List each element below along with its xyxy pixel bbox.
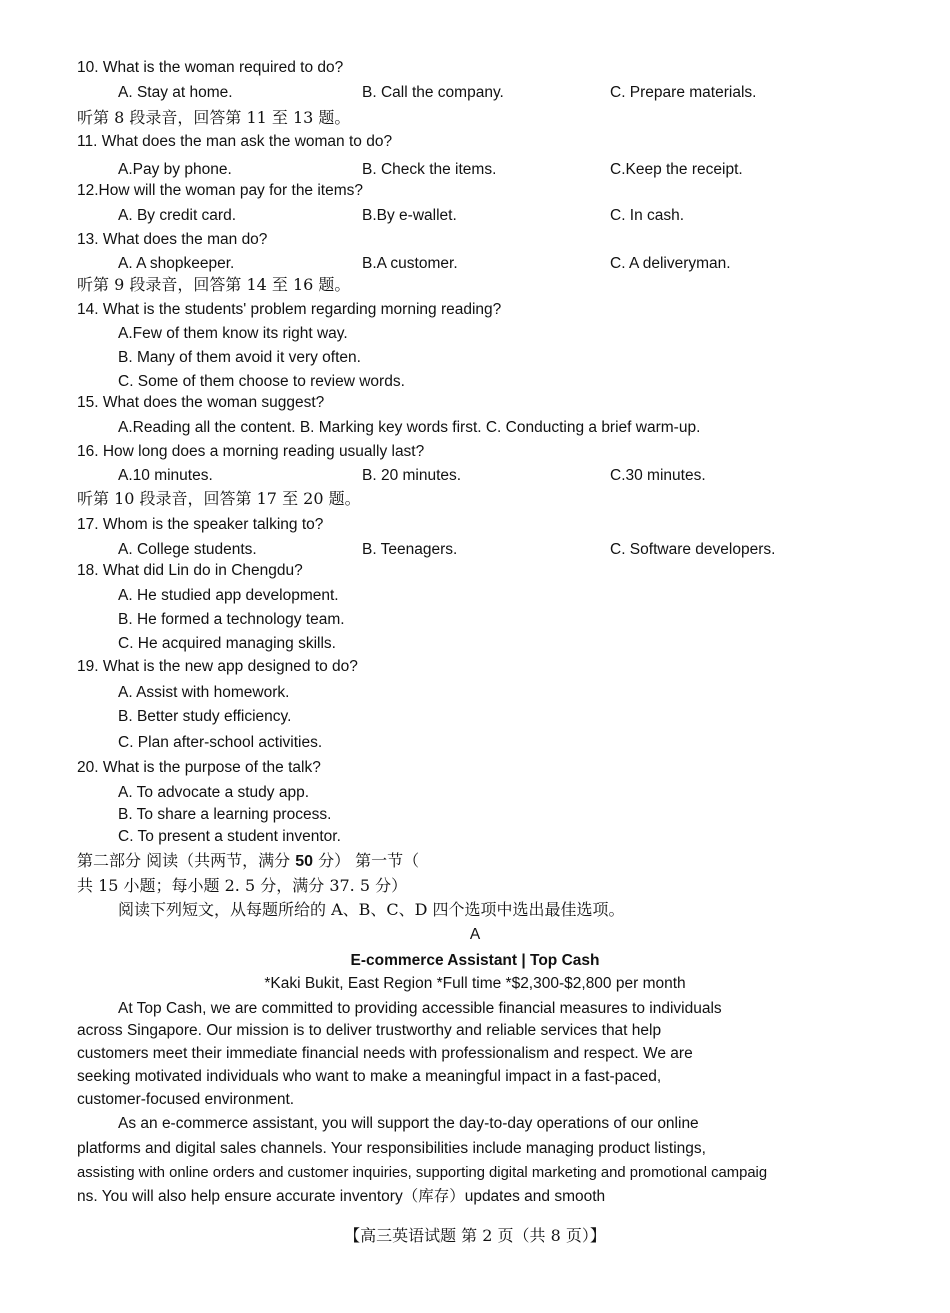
question-13-option-a: A. A shopkeeper. (118, 255, 235, 272)
question-10-stem: 10. What is the woman required to do? (77, 59, 344, 76)
question-20-option-a: A. To advocate a study app. (118, 784, 310, 801)
question-20-option-c: C. To present a student inventor. (118, 828, 341, 845)
page-footer: 【高三英语试题 第 2 页（共 8 页）】 (344, 1226, 606, 1245)
question-14-stem: 14. What is the students' problem regarding morning reading? (77, 301, 502, 318)
question-17-option-b: B. Teenagers. (362, 541, 458, 558)
passage-paragraph-1-line: customers meet their immediate financial needs with professionalism and respect. We are (77, 1045, 693, 1062)
part-2-heading-pre: 第二部分 阅读（共两节，满分 (77, 851, 296, 870)
question-18-option-c: C. He acquired managing skills. (118, 635, 336, 652)
question-16-option-a: A.10 minutes. (118, 467, 213, 484)
question-12-option-a: A. By credit card. (118, 207, 237, 224)
question-11-option-c: C.Keep the receipt. (610, 161, 743, 178)
question-11-option-b: B. Check the items. (362, 161, 497, 178)
question-17-stem: 17. Whom is the speaker talking to? (77, 516, 324, 533)
question-13-option-c: C. A deliveryman. (610, 255, 731, 272)
question-19-option-b: B. Better study efficiency. (118, 708, 292, 725)
part-2-instruction: 阅读下列短文，从每题所给的 A、B、C、D 四个选项中选出最佳选项。 (118, 900, 625, 919)
part-2-total-score: 50 (295, 853, 313, 870)
question-18-option-b: B. He formed a technology team. (118, 611, 345, 628)
question-13-option-b: B.A customer. (362, 255, 458, 272)
section-9-instruction: 听第 9 段录音，回答第 14 至 16 题。 (77, 275, 351, 294)
question-10-option-a: A. Stay at home. (118, 84, 233, 101)
section-8-instruction: 听第 8 段录音，回答第 11 至 13 题。 (77, 108, 351, 127)
question-14-option-b: B. Many of them avoid it very often. (118, 349, 361, 366)
question-15-stem: 15. What does the woman suggest? (77, 394, 325, 411)
part-2-section-1-heading: 共 15 小题；每小题 2. 5 分，满分 37. 5 分） (77, 876, 408, 895)
question-14-option-c: C. Some of them choose to review words. (118, 373, 405, 390)
passage-title: E-commerce Assistant | Top Cash (350, 952, 600, 969)
passage-paragraph-1-line: across Singapore. Our mission is to deliver trustworthy and reliable services that help (77, 1022, 662, 1039)
passage-paragraph-2-line: platforms and digital sales channels. Your responsibilities include managing product listings, (77, 1140, 706, 1157)
question-19-stem: 19. What is the new app designed to do? (77, 658, 358, 675)
question-17-option-a: A. College students. (118, 541, 257, 558)
question-16-stem: 16. How long does a morning reading usually last? (77, 443, 425, 460)
question-20-option-b: B. To share a learning process. (118, 806, 332, 823)
question-11-option-a: A.Pay by phone. (118, 161, 232, 178)
passage-paragraph-2-line: assisting with online orders and customer inquiries, supporting digital marketing and promotional campaig (77, 1165, 768, 1181)
passage-paragraph-1-line: At Top Cash, we are committed to providing accessible financial measures to individuals (118, 1000, 722, 1017)
question-16-option-c: C.30 minutes. (610, 467, 706, 484)
passage-paragraph-2-line: As an e-commerce assistant, you will support the day-to-day operations of our online (118, 1115, 699, 1132)
question-18-option-a: A. He studied app development. (118, 587, 339, 604)
question-19-option-c: C. Plan after-school activities. (118, 734, 323, 751)
passage-subtitle: *Kaki Bukit, East Region *Full time *$2,300-$2,800 per month (264, 975, 686, 992)
part-2-heading (77, 851, 419, 872)
question-16-option-b: B. 20 minutes. (362, 467, 462, 484)
question-12-stem: 12.How will the woman pay for the items? (77, 182, 364, 199)
question-13-stem: 13. What does the man do? (77, 231, 268, 248)
question-10-option-c: C. Prepare materials. (610, 84, 757, 101)
question-18-stem: 18. What did Lin do in Chengdu? (77, 562, 303, 579)
question-11-stem: 11. What does the man ask the woman to do? (77, 133, 393, 150)
question-10-option-b: B. Call the company. (362, 84, 504, 101)
passage-letter: A (469, 926, 481, 943)
question-20-stem: 20. What is the purpose of the talk? (77, 759, 321, 776)
passage-paragraph-1-line: customer-focused environment. (77, 1091, 295, 1108)
question-12-option-b: B.By e-wallet. (362, 207, 457, 224)
question-15-options: A.Reading all the content. B. Marking key words first. C. Conducting a brief warm-up. (118, 419, 701, 436)
question-12-option-c: C. In cash. (610, 207, 685, 224)
part-2-heading-post: 分） 第一节（ (312, 851, 420, 870)
question-19-option-a: A. Assist with homework. (118, 684, 290, 701)
section-10-instruction: 听第 10 段录音，回答第 17 至 20 题。 (77, 489, 361, 508)
passage-paragraph-2-line: ns. You will also help ensure accurate inventory（库存）updates and smooth (77, 1188, 606, 1205)
question-17-option-c: C. Software developers. (610, 541, 776, 558)
question-14-option-a: A.Few of them know its right way. (118, 325, 348, 342)
passage-paragraph-1-line: seeking motivated individuals who want to make a meaningful impact in a fast-paced, (77, 1068, 662, 1085)
